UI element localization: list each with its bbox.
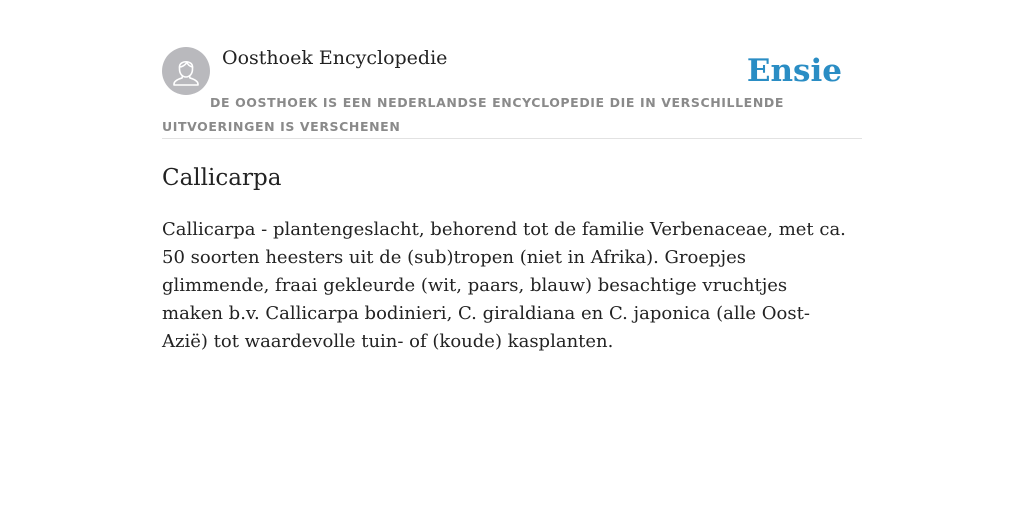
ensie-logo[interactable]: Ensie: [746, 53, 842, 89]
source-header: [162, 46, 862, 139]
article-title: Callicarpa: [162, 165, 282, 191]
source-description: DE OOSTHOEK IS EEN NEDERLANDSE ENCYCLOPEDIE DIE IN VERSCHILLENDE UITVOERINGEN IS VERSCHENEN: [162, 95, 784, 134]
article-body: Callicarpa - plantengeslacht, behorend tot de familie Verbenaceae, met ca. 50 soorten heesters uit de (sub)tropen (niet in Afrika). Groepjes glimmende, fraai gekleurde (wit, paars, blauw) besachtige vruchtjes maken b.v. Callicarpa bodinieri, C. giraldiana en C. japonica (alle Oost-Azië) tot waardevolle tuin- of (koude) kasplanten.: [162, 219, 846, 352]
source-title[interactable]: Oosthoek Encyclopedie: [222, 47, 448, 69]
user-icon: [162, 47, 210, 95]
avatar[interactable]: [162, 47, 210, 95]
page-container: [162, 46, 862, 352]
